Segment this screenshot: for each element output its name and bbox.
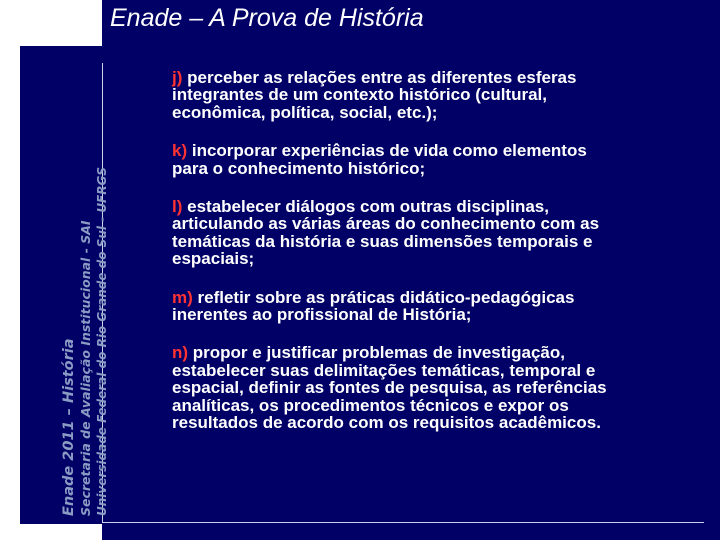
item-text-line: estabelecer diálogos com outras disciplinas, xyxy=(187,197,549,217)
item-text-line: perceber as relações entre as diferentes esferas xyxy=(187,68,577,87)
item-text-line: estabelecer suas delimitações temáticas, temporal e xyxy=(172,360,596,380)
item-text-line: inerentes ao profissional de História; xyxy=(172,305,472,325)
item-text-line: econômica, política, social, etc.); xyxy=(172,102,438,122)
slide-title: Enade – A Prova de História xyxy=(110,4,424,32)
list-item xyxy=(172,344,692,431)
sidebar-caption xyxy=(61,167,111,516)
item-text-line: espacial, definir as fontes de pesquisa, as referências xyxy=(172,378,607,398)
item-text-line: temáticas da história e suas dimensões temporais e xyxy=(172,231,593,251)
sidebar-university-label: Universidade Federal do Rio Grande do Sul - UFRGS xyxy=(95,167,109,516)
item-text-line: refletir sobre as práticas didático-pedagógicas xyxy=(197,287,575,307)
item-marker: n) xyxy=(172,343,189,363)
item-text-line: propor e justificar problemas de investigação, xyxy=(192,343,565,363)
list-item xyxy=(172,198,692,268)
item-marker: m) xyxy=(172,287,193,307)
item-text-line: analíticas, os procedimentos técnicos e expor os xyxy=(172,395,569,415)
sidebar-course-label: Enade 2011 – História xyxy=(61,338,77,516)
item-text-line: para o conhecimento histórico; xyxy=(172,158,426,178)
list-item xyxy=(172,142,692,177)
item-marker: l) xyxy=(172,197,183,217)
item-text-line: articulando as várias áreas do conhecimento com as xyxy=(172,214,600,234)
list-item xyxy=(172,289,692,324)
item-text-line: resultados de acordo com os requisitos acadêmicos. xyxy=(172,413,601,433)
sidebar-department-label: Secretaria de Avaliação Institucional - SAI xyxy=(77,220,93,516)
item-text-line: espaciais; xyxy=(172,249,255,269)
list-item xyxy=(172,69,692,121)
item-marker: k) xyxy=(172,141,188,161)
competency-list xyxy=(172,69,692,432)
item-text-line: integrantes de um contexto histórico (cultural, xyxy=(172,85,547,105)
item-marker: j) xyxy=(172,68,183,87)
item-text-line: incorporar experiências de vida como elementos xyxy=(191,141,587,161)
